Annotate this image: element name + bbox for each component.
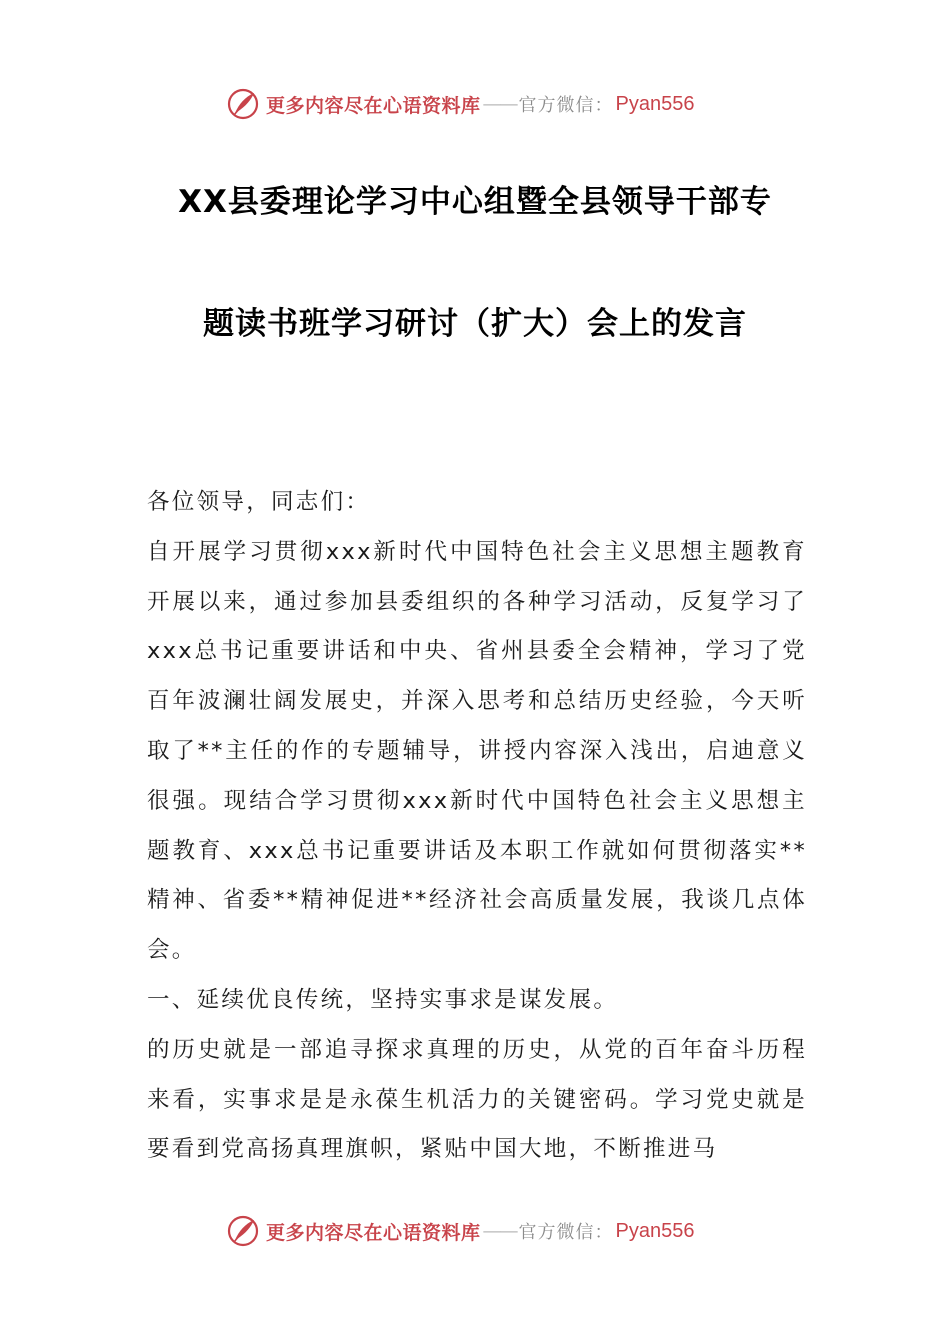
document-title-line-1: XX县委理论学习中心组暨全县领导干部专 [178,184,772,220]
section-paragraph: 的历史就是一部追寻探求真理的历史，从党的百年奋斗历程来看，实事求是是永葆生机活力的关键密码。学习党史就是要看到党高扬真理旗帜，紧贴中国大地，不断推进马 [147,1036,807,1163]
watermark-label: 官方微信： [518,1222,614,1243]
watermark-separator: —— [482,93,517,115]
document-body [147,478,807,1175]
watermark-banner-top [226,84,746,124]
feather-pen-circle-logo-icon [226,1214,260,1248]
feather-pen-circle-logo-icon [226,87,260,121]
greeting: 各位领导，同志们： [147,489,371,515]
watermark-label: 官方微信： [518,95,614,116]
section-heading: 一、延续优良传统，坚持实事求是谋发展。 [147,986,619,1013]
watermark-wechat-id: Pyan556 [615,92,695,115]
watermark-wechat-id: Pyan556 [615,1219,695,1242]
document-title-line-2: 题读书班学习研讨（扩大）会上的发言 [203,306,747,342]
watermark-separator: —— [482,1220,517,1242]
intro-paragraph: 自开展学习贯彻xxx新时代中国特色社会主义思想主题教育开展以来，通过参加县委组织的各种学习活动，反复学习了xxx总书记重要讲话和中央、省州县委全会精神，学习了党百年波澜壮阔发展史，并深入思考和总结历史经验，今天听取了**主任的作的专题辅导，讲授内容深入浅出，启迪意义很强。现结合学习贯彻xxx新时代中国特色社会主义思想主题教育、xxx总书记重要讲话及本职工作就如何贯彻落实**精神、省委**精神促进**经济社会高质量发展，我谈几点体会。 [147,538,807,964]
watermark-banner-bottom [226,1211,746,1251]
watermark-brand: 更多内容尽在心语资料库 [266,1221,481,1244]
watermark-brand: 更多内容尽在心语资料库 [266,94,481,117]
